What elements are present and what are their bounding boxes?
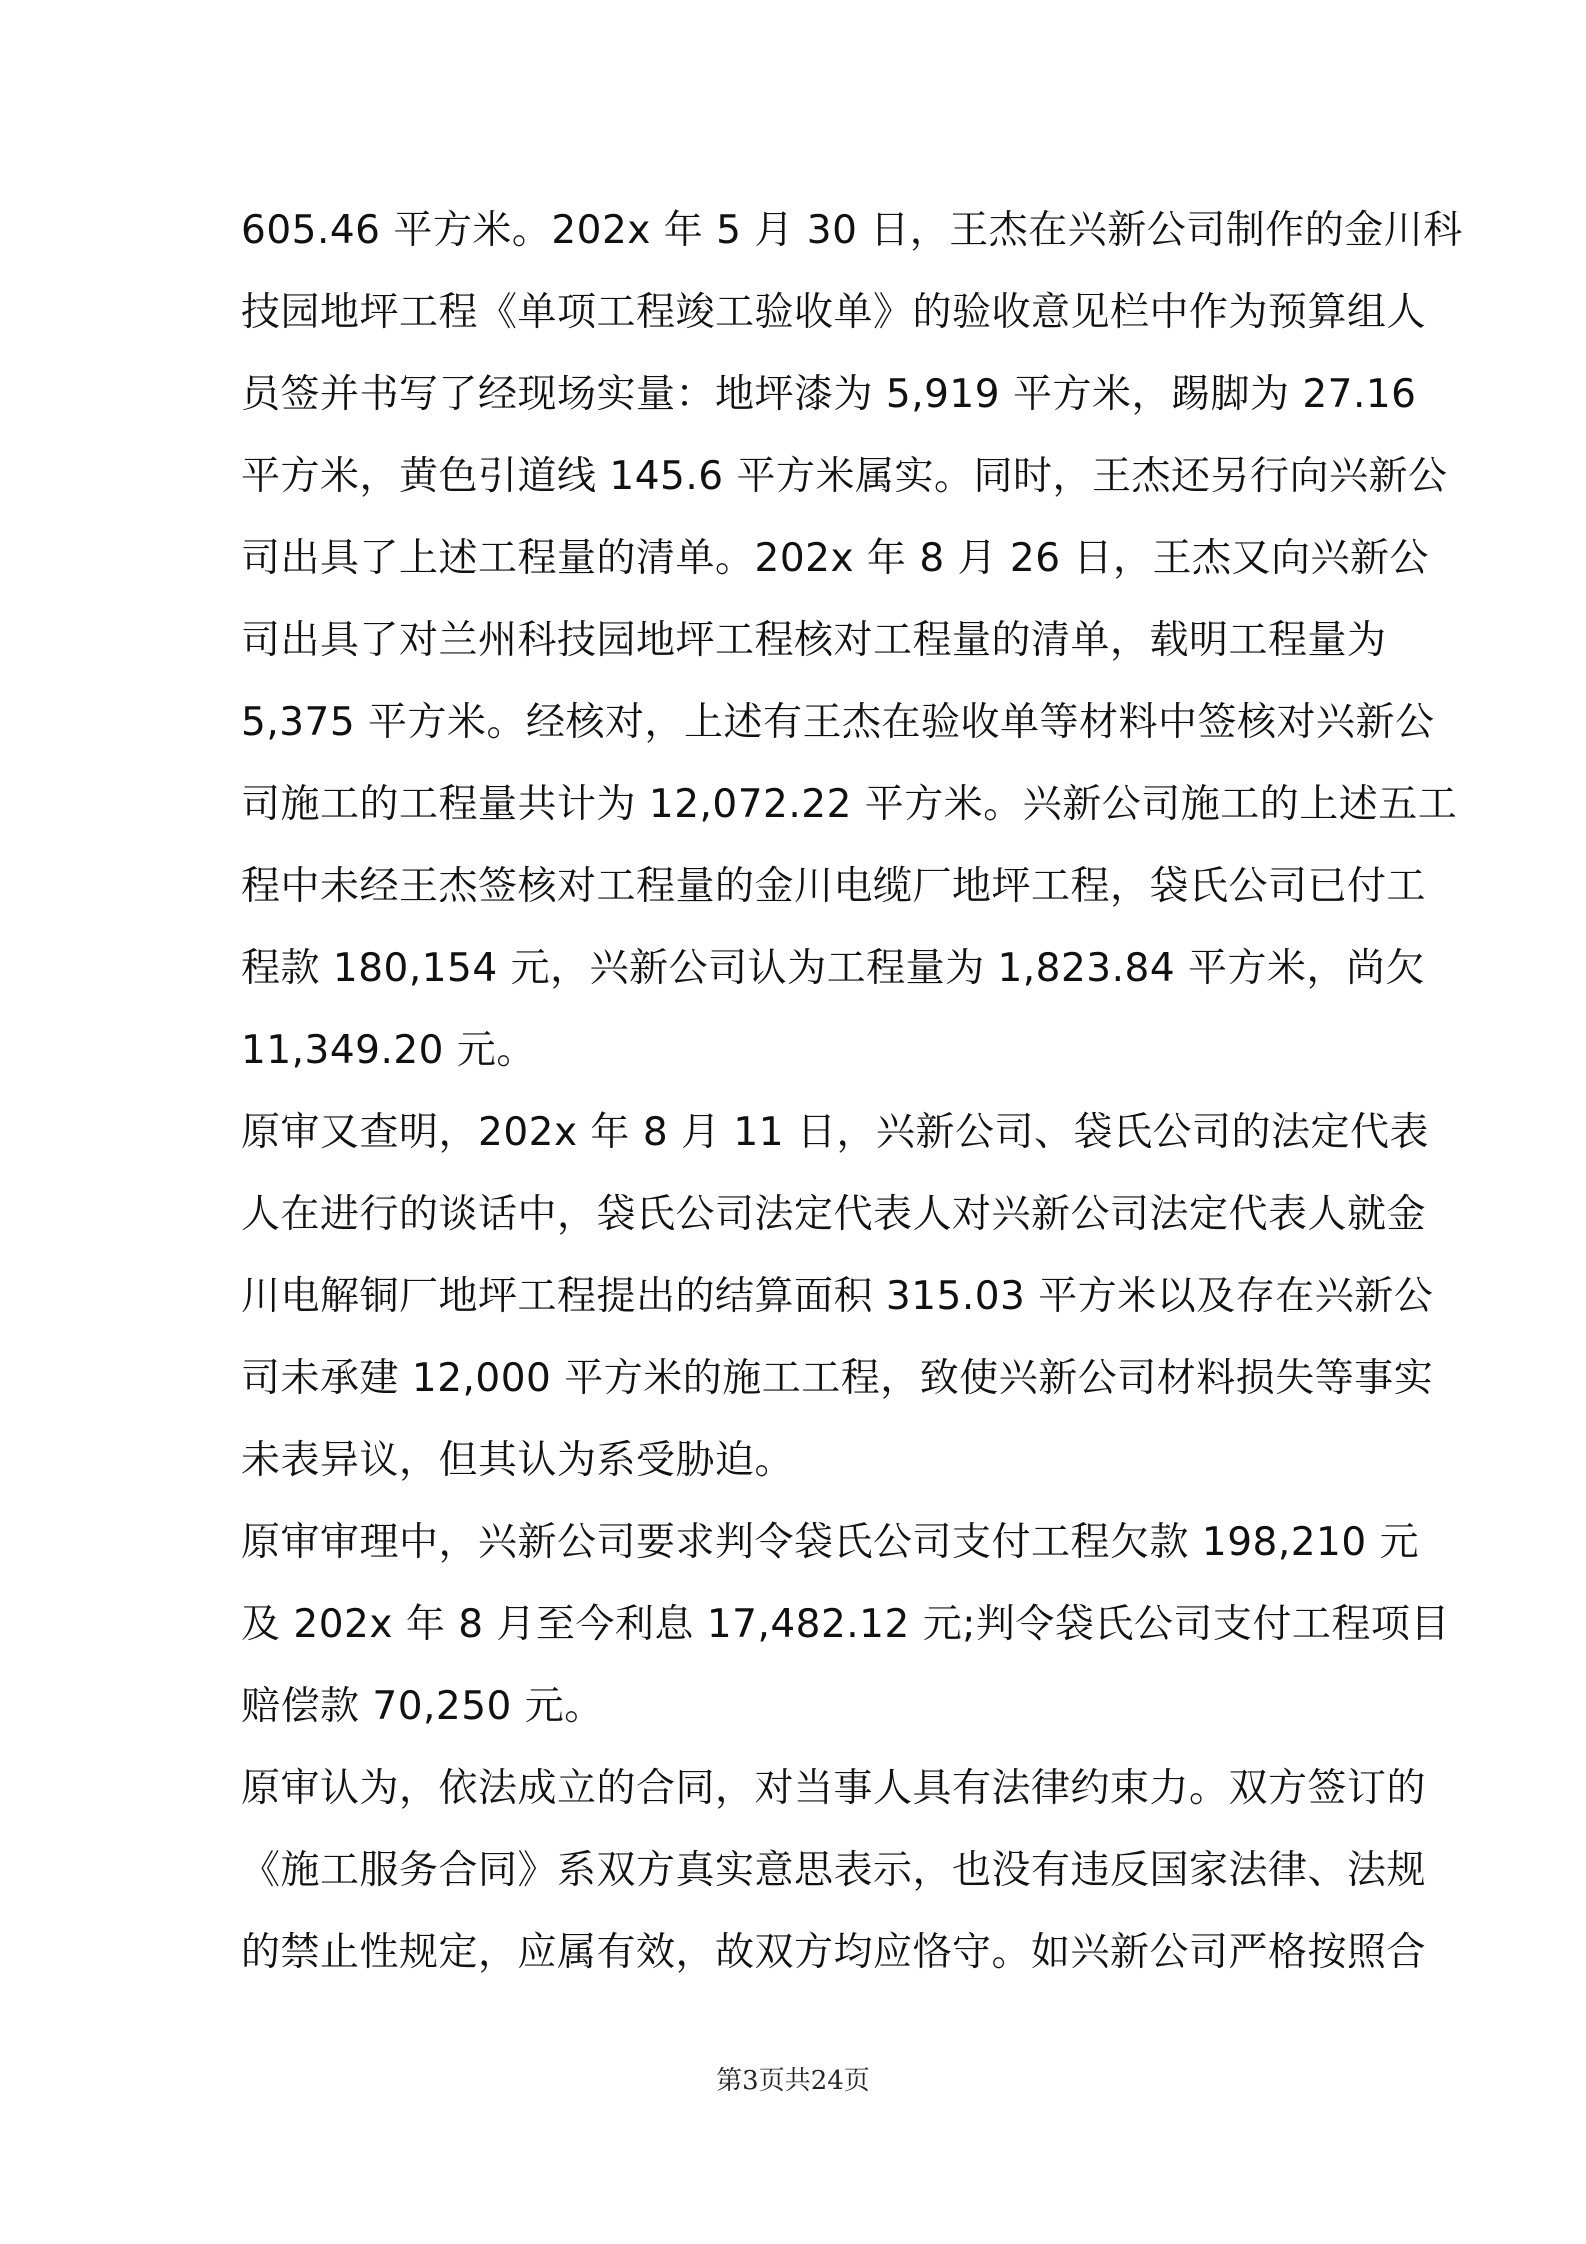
text-line: 原审认为，依法成立的合同，对当事人具有法律约束力。双方签订的: [241, 1766, 1427, 1811]
text-line: 司出具了上述工程量的清单。202x 年 8 月 26 日，王杰又向兴新公: [241, 536, 1429, 581]
text-line: 川电解铜厂地坪工程提出的结算面积 315.03 平方米以及存在兴新公: [241, 1274, 1434, 1319]
text-line: 员签并书写了经现场实量：地坪漆为 5,919 平方米，踢脚为 27.16: [241, 372, 1417, 417]
text-line: 司出具了对兰州科技园地坪工程核对工程量的清单，载明工程量为: [241, 618, 1387, 663]
text-line: 11,349.20 元。: [241, 1028, 536, 1073]
text-line: 未表异议，但其认为系受胁迫。: [241, 1438, 795, 1483]
paragraph-1: [241, 190, 1463, 1092]
paragraph-2: [241, 1092, 1434, 1502]
text-line: 司施工的工程量共计为 12,072.22 平方米。兴新公司施工的上述五工: [241, 782, 1458, 827]
text-line: 技园地坪工程《单项工程竣工验收单》的验收意见栏中作为预算组人: [241, 290, 1427, 335]
text-line: 及 202x 年 8 月至今利息 17,482.12 元;判令袋氏公司支付工程项目: [241, 1602, 1450, 1647]
text-line: 的禁止性规定，应属有效，故双方均应恪守。如兴新公司严格按照合: [241, 1930, 1427, 1975]
document-body: [241, 190, 1463, 1994]
page-number-footer: 第3页共24页: [716, 2066, 870, 2096]
text-line: 程中未经王杰签核对工程量的金川电缆厂地坪工程，袋氏公司已付工: [241, 864, 1427, 909]
text-line: 程款 180,154 元，兴新公司认为工程量为 1,823.84 平方米，尚欠: [241, 946, 1426, 991]
text-line: 原审审理中，兴新公司要求判令袋氏公司支付工程欠款 198,210 元: [241, 1520, 1420, 1565]
text-line: 司未承建 12,000 平方米的施工工程，致使兴新公司材料损失等事实: [241, 1356, 1434, 1401]
paragraph-3: [241, 1502, 1450, 1748]
text-line: 《施工服务合同》系双方真实意思表示，也没有违反国家法律、法规: [241, 1848, 1427, 1893]
paragraph-4: [241, 1748, 1427, 1994]
text-line: 赔偿款 70,250 元。: [241, 1684, 604, 1729]
text-line: 5,375 平方米。经核对，上述有王杰在验收单等材料中签核对兴新公: [241, 700, 1435, 745]
text-line: 人在进行的谈话中，袋氏公司法定代表人对兴新公司法定代表人就金: [241, 1192, 1427, 1237]
text-line: 平方米，黄色引道线 145.6 平方米属实。同时，王杰还另行向兴新公: [241, 454, 1448, 499]
text-line: 原审又查明，202x 年 8 月 11 日，兴新公司、袋氏公司的法定代表: [241, 1110, 1429, 1155]
text-line: 605.46 平方米。202x 年 5 月 30 日，王杰在兴新公司制作的金川科: [241, 208, 1463, 253]
